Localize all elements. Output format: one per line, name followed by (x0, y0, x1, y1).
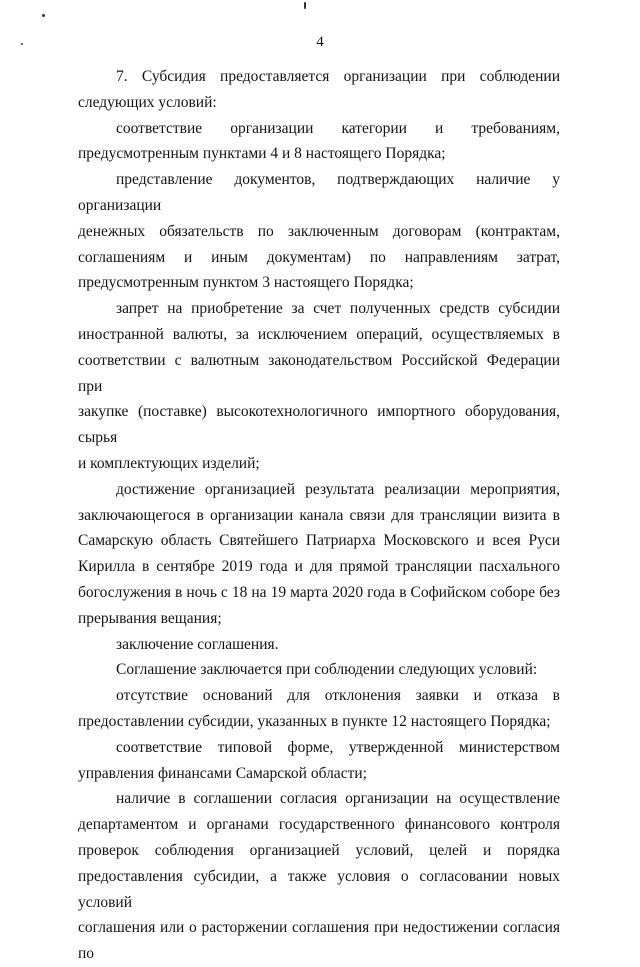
text-line: заключение соглашения. (116, 635, 279, 653)
paragraph (78, 632, 560, 658)
text-line: иностранной валюты, за исключением операций, осуществляемых в (78, 325, 560, 343)
paragraph (78, 64, 560, 116)
text-line: предоставлении субсидии, указанных в пункте 12 настоящего Порядка; (78, 712, 551, 730)
text-line: наличие в соглашении согласия организации на осуществление (116, 790, 560, 808)
paragraph (78, 116, 560, 168)
text-line: предусмотренным пунктом 3 настоящего Порядка; (78, 274, 414, 292)
text-line: управления финансами Самарской области; (78, 764, 367, 782)
text-line: соглашениям и иным документам) по направлениям затрат, (78, 248, 560, 266)
text-line: соответствие организации категории и требованиям, (116, 119, 560, 137)
paragraph (78, 683, 560, 735)
text-line: достижение организацией результата реализации мероприятия, (116, 480, 560, 498)
text-line: запрет на приобретение за счет полученных средств субсидии (116, 300, 560, 318)
paragraph (78, 167, 560, 296)
text-line: соответствии с валютным законодательством Российской Федерации при (78, 351, 560, 395)
paragraph (78, 657, 560, 683)
text-line: представление документов, подтверждающих наличие у организации (78, 171, 560, 214)
text-line: соответствие типовой форме, утвержденной министерством (116, 738, 560, 756)
document-body (78, 64, 560, 967)
text-line: и комплектующих изделий; (78, 454, 260, 472)
text-line: 7. Субсидия предоставляется организации при соблюдении (116, 68, 560, 85)
text-line: заключающегося в организации канала связи для трансляции визита в (78, 506, 560, 524)
text-line: соглашения или о расторжении соглашения при недостижении согласия по (78, 919, 560, 963)
text-line: Кирилла в сентябре 2019 года и для прямой трансляции пасхального (78, 558, 560, 576)
text-line: закупке (поставке) высокотехнологичного импортного оборудования, сырья (78, 403, 560, 447)
page-number: 4 (316, 34, 324, 50)
text-line: следующих условий: (78, 93, 217, 111)
text-line: предоставления субсидии, а также условия о согласовании новых условий (78, 867, 560, 911)
text-line: богослужения в ночь с 18 на 19 марта 2020 года в Софийском соборе без (78, 583, 560, 601)
text-line: Самарскую область Святейшего Патриарха Московского и всея Руси (78, 532, 560, 550)
paragraph (78, 786, 560, 967)
text-line: отсутствие оснований для отклонения заявки и отказа в (116, 687, 560, 705)
scan-artifact-mark (304, 2, 306, 9)
text-line: предусмотренным пунктами 4 и 8 настоящего Порядка; (78, 145, 446, 163)
text-line: денежных обязательств по заключенным договорам (контрактам, (78, 222, 560, 240)
text-line: проверок соблюдения организацией условий, целей и порядка (78, 841, 560, 859)
text-line: департаментом и органами государственного финансового контроля (78, 816, 560, 834)
scan-artifact-dot (42, 14, 45, 17)
text-line: Соглашение заключается при соблюдении следующих условий: (116, 661, 538, 679)
text-line: прерывания вещания; (78, 609, 222, 627)
paragraph (78, 296, 560, 477)
paragraph (78, 735, 560, 787)
paragraph (78, 477, 560, 632)
